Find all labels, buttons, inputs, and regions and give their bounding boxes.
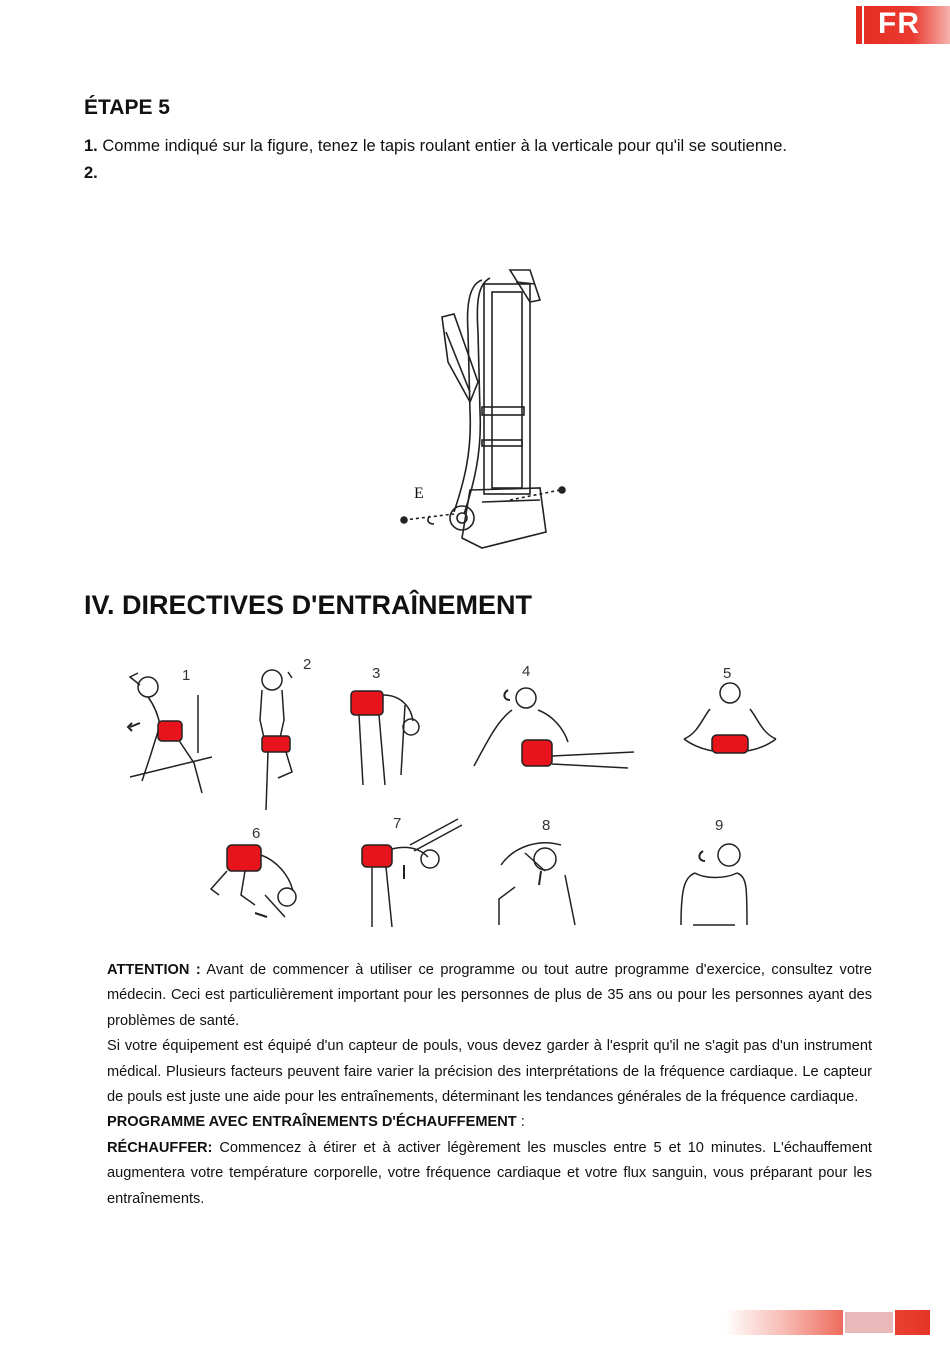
stretch-9 (675, 815, 755, 930)
attention-label: ATTENTION : (107, 962, 201, 978)
warmup-paragraph (107, 1136, 872, 1212)
stretch-3-number: 3 (372, 665, 381, 682)
program-label: PROGRAMME AVEC ENTRAÎNEMENTS D'ÉCHAUFFEMENT (107, 1114, 517, 1131)
stretch-6 (205, 825, 305, 925)
step-item-1 (84, 137, 787, 156)
attention-paragraph (107, 958, 872, 1034)
page-number-box (843, 1310, 895, 1335)
stretch-8 (495, 815, 585, 930)
treadmill-drawing (390, 262, 570, 554)
training-guidelines-text (107, 958, 872, 1212)
program-heading (107, 1110, 872, 1135)
stretch-2 (250, 656, 320, 820)
stretch-5-number: 5 (723, 665, 732, 682)
bolt-label-e: E (414, 485, 424, 502)
program-suffix: : (516, 1114, 525, 1131)
stretch-7-number: 7 (393, 815, 402, 832)
stretch-7 (358, 815, 468, 935)
attention-body: Avant de commencer à utiliser ce programme ou tout autre programme d'exercice, consultez votre médecin. Ceci est particulièrement important pour les personnes de plus de 35 ans ou pour les personnes ayant des problèmes de santé. (107, 962, 872, 1029)
step-item-2 (84, 164, 98, 183)
language-tab (856, 6, 950, 44)
step-item-1-text: Comme indiqué sur la figure, tenez le tapis roulant entier à la verticale pour qu'il se soutienne. (97, 137, 787, 155)
stretch-4-number: 4 (522, 663, 531, 680)
stretch-3 (345, 665, 425, 795)
tab-edge (862, 6, 864, 44)
stretch-1 (120, 665, 220, 805)
step-item-2-number: 2. (84, 164, 98, 182)
warmup-body: Commencez à étirer et à activer légèrement les muscles entre 5 et 10 minutes. L'échauffement augmentera votre température corporelle, votre fréquence cardiaque et votre flux sanguin, vous préparant pour les entraînements. (107, 1139, 872, 1207)
stretch-5 (680, 665, 780, 765)
warmup-label: RÉCHAUFFER: (107, 1139, 213, 1156)
stretch-6-number: 6 (252, 825, 261, 842)
stretch-2-number: 2 (303, 656, 312, 673)
step-title: ÉTAPE 5 (84, 96, 170, 119)
section-title: IV. DIRECTIVES D'ENTRAÎNEMENT (84, 590, 532, 620)
stretch-4 (468, 660, 640, 780)
pulse-paragraph: Si votre équipement est équipé d'un capteur de pouls, vous devez garder à l'esprit qu'il ne s'agit pas d'un instrument médical. Plusieurs facteurs peuvent faire varier la précision des interprétations de la fréquence cardiaque. Le capteur de pouls est juste une aide pour les entraînements, déterminant les tendances générales de la fréquence cardiaque. (107, 1038, 872, 1106)
stretch-8-number: 8 (542, 817, 551, 834)
language-label: FR (878, 7, 920, 40)
step-item-1-number: 1. (84, 137, 98, 155)
footer-bar (725, 1310, 930, 1335)
treadmill-upright-figure (390, 262, 570, 554)
stretch-1-number: 1 (182, 667, 191, 684)
stretch-9-number: 9 (715, 817, 724, 834)
